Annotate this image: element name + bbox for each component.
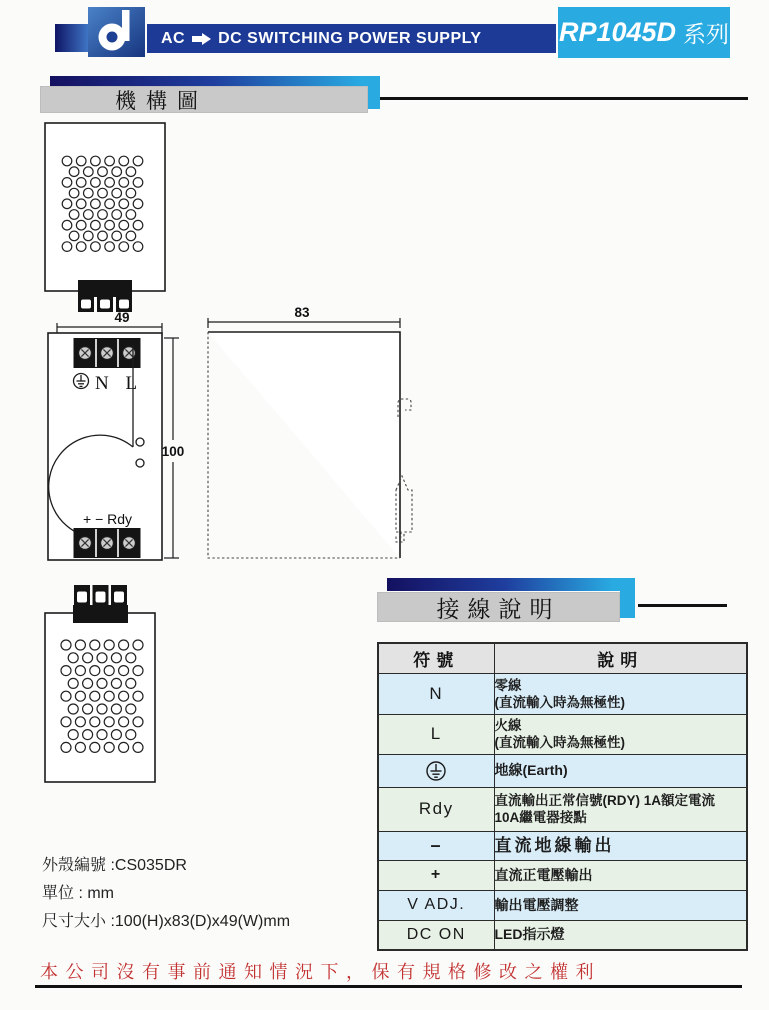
note-size: 尺寸大小 :100(H)x83(D)x49(W)mm: [42, 913, 291, 930]
svg-text:100: 100: [161, 444, 185, 459]
side-view: [208, 332, 412, 558]
wiring-gradient-bar: [387, 578, 623, 591]
front-panel-input-label: N L: [95, 373, 144, 394]
desc-text: 輸出電壓調整: [494, 896, 579, 913]
symbol-rdy: Rdy: [378, 787, 494, 831]
desc-text: 火線: [494, 718, 522, 733]
symbol-l: L: [378, 714, 494, 754]
desc-text: LED指示燈: [494, 926, 565, 943]
symbol-minus: –: [378, 831, 494, 860]
wiring-table: [377, 642, 748, 951]
logo-d-dot: [107, 32, 118, 43]
table-row-l: [378, 714, 747, 754]
table-row-minus: [378, 831, 747, 860]
table-row-plus: [378, 860, 747, 890]
table-row-n: [378, 673, 747, 714]
svg-text:83: 83: [294, 305, 310, 320]
mechanism-corner: [366, 76, 380, 109]
desc-text: (直流輸入時為無極性): [494, 694, 625, 710]
table-row-rdy: [378, 787, 747, 831]
desc-text: 直流地線輸出: [494, 836, 615, 855]
series-code: RP1045D: [558, 17, 677, 47]
banner-text-rest: DC SWITCHING POWER SUPPLY: [218, 29, 482, 47]
case-notes: [42, 852, 290, 936]
terminal-prongs-bottom-view: [74, 585, 127, 607]
symbol-dcon: DC ON: [378, 920, 494, 950]
footer-disclaimer: 本公司沒有事前通知情況下，保有規格修改之權利: [40, 962, 601, 982]
desc-text: 地線(Earth): [494, 762, 568, 778]
company-logo: [88, 7, 145, 57]
header-accent-rect: [55, 24, 88, 52]
symbol-plus: +: [378, 860, 494, 890]
dimension-height-100: [162, 338, 185, 558]
svg-text:49: 49: [114, 310, 130, 325]
front-view: [48, 333, 162, 560]
earth-ground-icon: [378, 754, 494, 787]
right-arrow-icon: [192, 33, 211, 45]
note-case-number: 外殼編號 :CS035DR: [42, 857, 187, 874]
wiring-rule-line: [638, 604, 727, 607]
mechanism-section-title: 機構圖: [40, 86, 368, 113]
front-panel-output-label: + − Rdy: [83, 511, 133, 527]
symbol-n: N: [378, 673, 494, 714]
banner-text-ac: AC: [161, 29, 186, 47]
desc-text: 10A繼電器接點: [494, 810, 587, 825]
series-suffix: 系列: [683, 21, 730, 47]
header-banner: [147, 24, 556, 53]
table-header-symbol: 符號: [378, 643, 494, 673]
terminal-screws-bottom: [79, 537, 136, 550]
table-row-earth: [378, 754, 747, 787]
dimension-depth-83: [208, 305, 400, 328]
footer-rule-line: [35, 985, 742, 988]
wiring-section-title: 接線說明: [377, 592, 620, 622]
table-header-row: [378, 643, 747, 673]
table-row-dcon: [378, 920, 747, 950]
series-badge: [558, 7, 730, 58]
desc-text: (直流輸入時為無極性): [494, 735, 625, 750]
table-header-description: 說明: [494, 643, 747, 673]
mechanism-rule-line: [380, 97, 748, 100]
logo-d-stem: [122, 10, 130, 41]
terminal-screws-top: [79, 347, 136, 360]
wiring-corner: [620, 578, 635, 618]
table-row-vadj: [378, 890, 747, 920]
desc-text: 直流輸出正常信號(RDY) 1A額定電流: [494, 793, 716, 808]
symbol-vadj: V ADJ.: [378, 890, 494, 920]
desc-text: 零線: [494, 677, 522, 693]
bottom-view: [45, 585, 155, 782]
top-view: [45, 123, 165, 312]
mechanism-drawing: [30, 115, 430, 805]
note-unit: 單位 : mm: [42, 885, 114, 902]
dimension-width-49: [57, 310, 162, 335]
desc-text: 直流正電壓輸出: [494, 866, 593, 883]
